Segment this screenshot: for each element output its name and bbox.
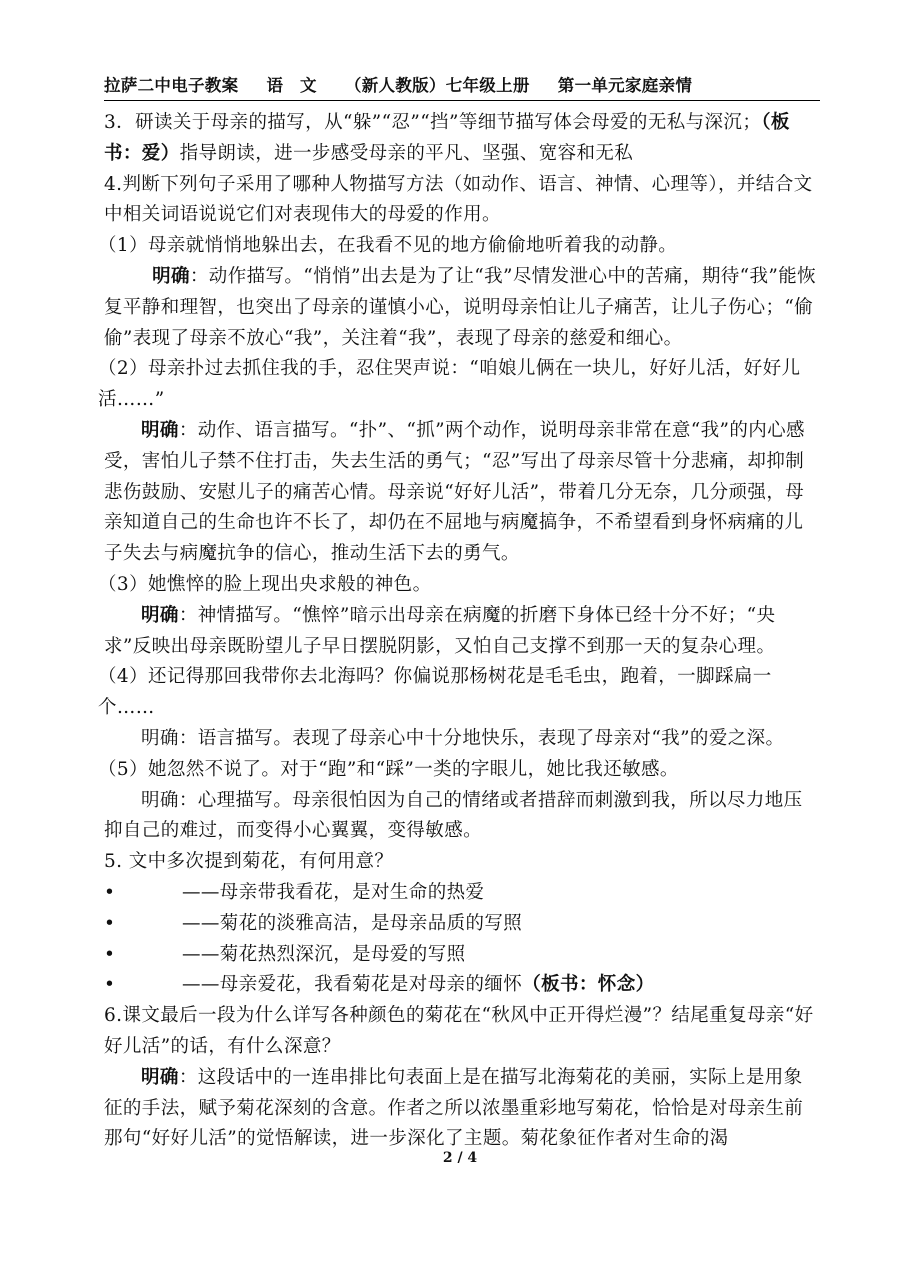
list-item [104, 940, 820, 971]
board-note: （板书：怀念） [522, 974, 655, 996]
bullet-icon: • [104, 912, 116, 934]
page-header [104, 72, 820, 101]
question-3: （3）她憔悴的脸上现出央求般的神色。 [98, 573, 432, 595]
answer-label: 明确 [141, 1066, 179, 1088]
paragraph-5: 5. 文中多次提到菊花，有何用意？ [104, 851, 394, 873]
answer-text: ：动作描写。“悄悄”出去是为了让“我”尽情发泄心中的苦痛，期待“我”能恢复平静和理智，也突出了母亲的谨慎小心，说明母亲怕让儿子痛苦，让儿子伤心；“偷偷”表现了母亲不放心“我”，关注着“我”，表现了母亲的慈爱和细心。 [104, 265, 817, 349]
answer-4 [104, 724, 820, 755]
list-item [104, 909, 820, 940]
question-4: （4）还记得那回我带你去北海吗？你偏说那杨树花是毛毛虫，跑着，一脚踩扁一个…… [98, 666, 772, 719]
list-item-text: ——菊花热烈深沉，是母爱的写照 [182, 943, 466, 965]
paragraph-4: 4.判断下列句子采用了哪种人物描写方法（如动作、语言、神情、心理等），并结合文中相关词语说说它们对表现伟大的母爱的作用。 [104, 173, 813, 226]
question-2: （2）母亲扑过去抓住我的手，忍住哭声说：“咱娘儿俩在一块儿，好好儿活，好好儿活……” [98, 358, 801, 411]
answer-1 [104, 262, 820, 354]
answer-text: ：心理描写。母亲很怕因为自己的情绪或者措辞而刺激到我，所以尽力地压抑自己的难过，而变得小心翼翼，变得敏感。 [104, 789, 803, 842]
answer-label: 明确 [141, 419, 179, 441]
page-number: 2 / 4 [442, 1150, 478, 1166]
answer-6 [104, 1063, 820, 1155]
bullet-icon: • [104, 974, 116, 996]
question-5: （5）她忽然不说了。对于“跑”和“踩”一类的字眼儿，她比我还敏感。 [98, 758, 679, 780]
paragraph-text: 指导朗读，进一步感受母亲的平凡、坚强、宽容和无私 [179, 142, 634, 164]
bullet-icon: • [104, 943, 116, 965]
question-1: （1）母亲就悄悄地躲出去，在我看不见的地方偷偷地听着我的动静。 [98, 235, 678, 257]
header-edition: （新人教版）七年级上册 [344, 76, 530, 95]
answer-label: 明确 [141, 727, 179, 749]
paragraph-text: 3．研读关于母亲的描写，从“躲”“忍”“挡”等细节描写体会母爱的无私与深沉； [104, 112, 762, 133]
board-note: （板书：爱） [104, 112, 790, 164]
list-item-text: ——母亲爱花，我看菊花是对母亲的缅怀 [182, 974, 523, 996]
answer-label: 明确 [152, 265, 190, 287]
list-item [104, 878, 820, 909]
paragraph-6: 6.课文最后一段为什么详写各种颜色的菊花在“秋风中正开得烂漫”？结尾重复母亲“好好儿活”的话，有什么深意？ [104, 1005, 814, 1057]
answer-text: ：动作、语言描写。“扑”、“抓”两个动作，说明母亲非常在意“我”的内心感受，害怕儿子禁不住打击，失去生活的勇气；“忍”写出了母亲尽管十分悲痛，却抑制悲伤鼓励、安慰儿子的痛苦心情。母亲说“好好儿活”，带着几分无奈，几分顽强，母亲知道自己的生命也许不长了，却仍在不屈地与病魔搞争，不希望看到身怀病痛的儿子失去与病魔抗争的信心，推动生活下去的勇气。 [104, 419, 805, 565]
answer-label: 明确 [141, 604, 179, 626]
answer-text: ：神情描写。“憔悴”暗示出母亲在病魔的折磨下身体已经十分不好；“央求”反映出母亲既盼望儿子早日摆脱阴影，又怕自己支撑不到那一天的复杂心理。 [104, 604, 776, 657]
answer-text: ：语言描写。表现了母亲心中十分地快乐，表现了母亲对“我”的爱之深。 [178, 727, 785, 749]
document-body [98, 108, 820, 1155]
answer-text: ：这段话中的一连串排比句表面上是在描写北海菊花的美丽，实际上是用象征的手法，赋予菊花深刻的含意。作者之所以浓墨重彩地写菊花，恰恰是对母亲生前那句“好好儿活”的觉悟解读，进一步深化了主题。菊花象征作者对生命的渴 [104, 1066, 804, 1150]
list-item-text: ——菊花的淡雅高洁，是母亲品质的写照 [182, 912, 523, 934]
answer-label: 明确 [141, 789, 179, 811]
header-subject: 语 文 [266, 76, 317, 95]
answer-2 [104, 416, 820, 570]
answer-3 [104, 601, 820, 663]
paragraph-3 [104, 108, 820, 170]
bullet-icon: • [104, 881, 116, 903]
header-unit: 第一单元家庭亲情 [557, 76, 693, 95]
list-item-text: ——母亲带我看花，是对生命的热爱 [182, 881, 485, 903]
header-school: 拉萨二中电子教案 [104, 76, 239, 95]
list-item [104, 970, 820, 1001]
answer-5 [104, 786, 820, 848]
